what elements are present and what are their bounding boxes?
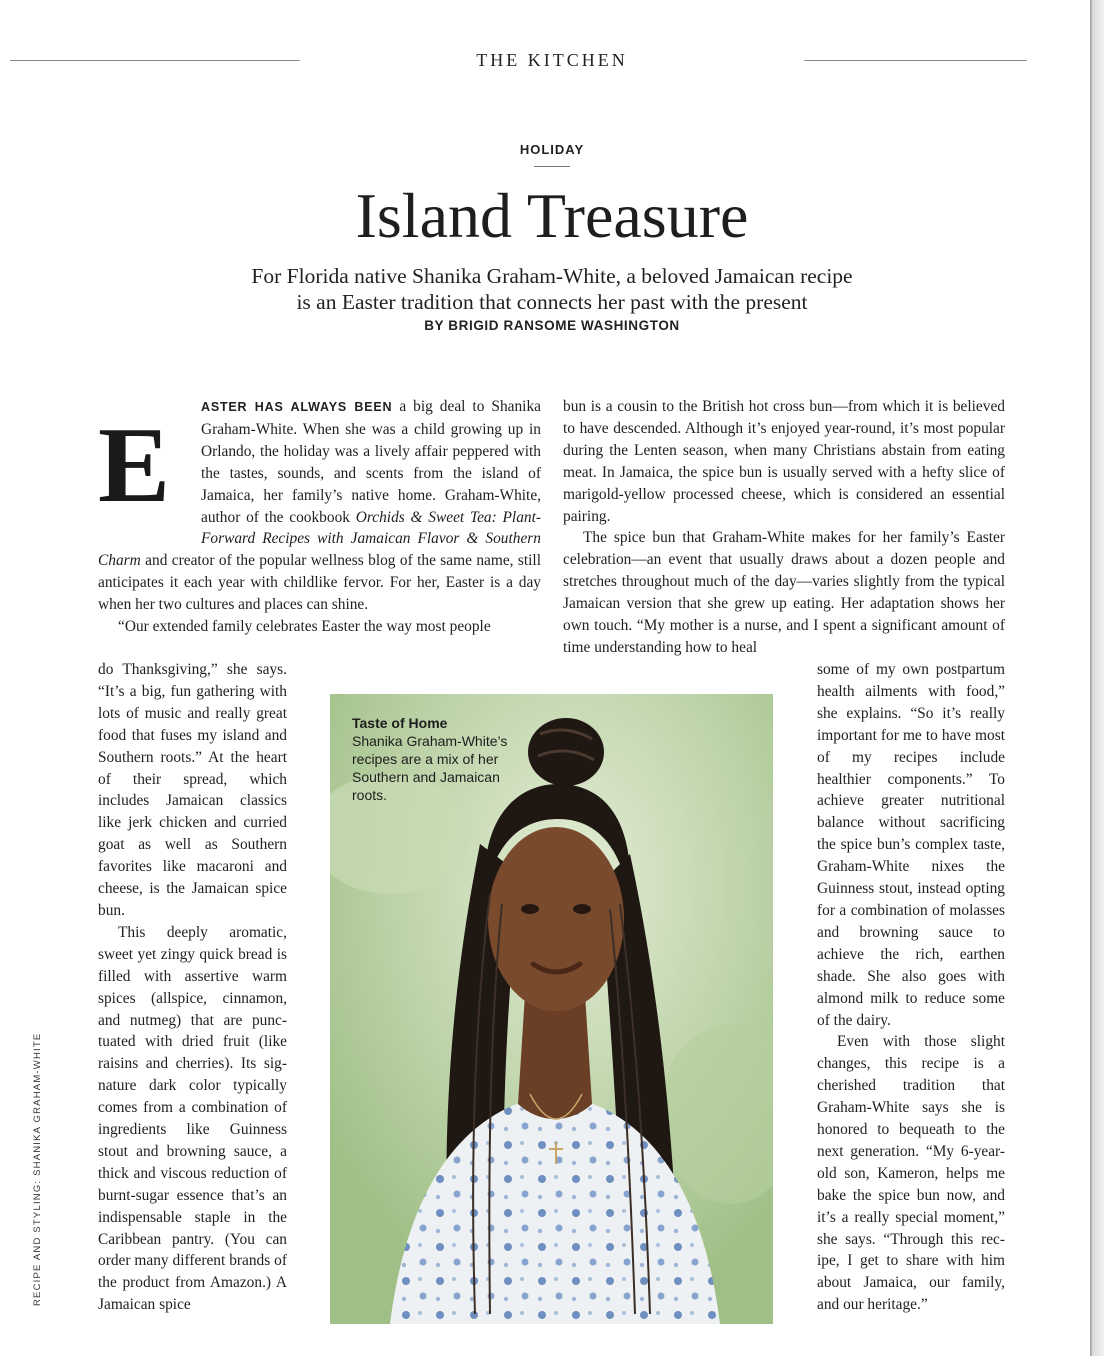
- photo-caption: [352, 714, 512, 804]
- paragraph-1-text-b: and creator of the popular wellness blog of the same name, still anticipates it each year with childlike fervor. For her, Easter is a day when her two cultures and places can shine.: [98, 552, 541, 614]
- paragraph-5-start: The spice bun that Graham-White makes for her family’s Easter celebration—an event that usually draws about a dozen people and stretches throughout much of the day—varies slightly from the typical Jamaican version that she grew up eating. Her adaptation shows her own touch. “My mother is a nurse, and I spent a significant amount of time understanding how to heal: [563, 529, 1005, 656]
- drop-cap: E: [98, 406, 171, 525]
- article-dek: [160, 263, 944, 315]
- dek-line-2: is an Easter tradition that connects her past with the present: [296, 290, 808, 314]
- paragraph-5-continued: some of my own postpartum health ailments with food,” she explains. “So it’s really important for me to have most of my recipes include healthier components.” To achieve greater nutritional balance without sacrificing the spice bun’s complex taste, Graham-White nixes the Guinness stout, instead opting for a combination of molasses and browning sauce to achieve the rich, earthen shade. She also goes with almond milk to reduce some of the dairy.: [817, 661, 1005, 1029]
- paragraph-3: This deeply aromatic, sweet yet zingy quick bread is filled with assertive warm spices (allspice, cinnamon, and nutmeg) that are punctuated with dried fruit (like raisins and cherries). Its signature dark color typically comes from a combination of ingredients like Guinness stout and browning sauce, a thick and viscous reduction of burnt-sugar essence that’s an indispensable staple in the Caribbean pantry. (You can order many different brands of the product from Amazon.) A Jamaican spice: [98, 923, 287, 1314]
- header-rule-left: [10, 60, 300, 61]
- kicker-rule: [534, 166, 570, 167]
- paragraph-6: Even with those slight changes, this recipe is a cherished tradition that Graham-White says she is honored to bequeath to the next generation. “My 6-year-old son, Kameron, helps me bake the spice bun now, and it’s a really special moment,” she says. “Through this recipe, I get to share with him about Jamaica, our family, and our heritage.”: [817, 1033, 1005, 1314]
- dek-line-1: For Florida native Shanika Graham-White, a beloved Jamaican recipe: [251, 264, 853, 288]
- article-title: Island Treasure: [355, 180, 749, 251]
- paragraph-1-text-a: a big deal to Shanika Graham-White. When she was a child growing up in Orlando, the holiday was a lively affair peppered with the tastes, sounds, and scents from the island of Jamaica, her family’s native home. Graham-White, author of the cookbook: [201, 398, 541, 526]
- paragraph-2-continued: do Thanksgiving,” she says. “It’s a big, fun gathering with lots of music and really great food that fuses my island and Southern roots.” At the heart of their spread, which includes Jamaican classics like jerk chicken and curried goat as well as Southern favorites like macaroni and cheese, is the Jamaican spice bun.: [98, 661, 287, 919]
- page-edge: [1090, 0, 1104, 1356]
- caption-title: Taste of Home: [352, 715, 448, 731]
- lead-in-caps: ASTER HAS ALWAYS BEEN: [201, 400, 393, 414]
- article-byline: BY BRIGID RANSOME WASHINGTON: [424, 318, 680, 333]
- body-column-2-narrow: [817, 659, 1005, 1316]
- caption-text: Shanika Graham-White’s recipes are a mix of her Southern and Jamaican roots.: [352, 733, 508, 803]
- body-column-1-narrow: [98, 659, 287, 1316]
- photo-credit: RECIPE AND STYLING: SHANIKA GRAHAM-WHITE: [32, 1032, 43, 1306]
- article-kicker: HOLIDAY: [519, 142, 585, 157]
- body-column-1: [98, 396, 541, 638]
- header-rule-right: [804, 60, 1027, 61]
- paragraph-4: bun is a cousin to the British hot cross bun—from which it is believed to have descended. Although it’s enjoyed year-round, it’s most popular during the Lenten season, when many Christians abstain from eating meat. In Jamaica, the spice bun is usually served with a hefty slice of marigold-yellow processed cheese, which is considered an essential pairing.: [563, 398, 1005, 525]
- paragraph-2-start: “Our extended family celebrates Easter the way most people: [118, 618, 491, 636]
- section-title: THE KITCHEN: [476, 50, 628, 70]
- book-title: Orchids & Sweet Tea: Plant-Forward Recipes with Jamaican Flavor & Southern Charm: [98, 508, 541, 570]
- body-column-2: [563, 396, 1005, 659]
